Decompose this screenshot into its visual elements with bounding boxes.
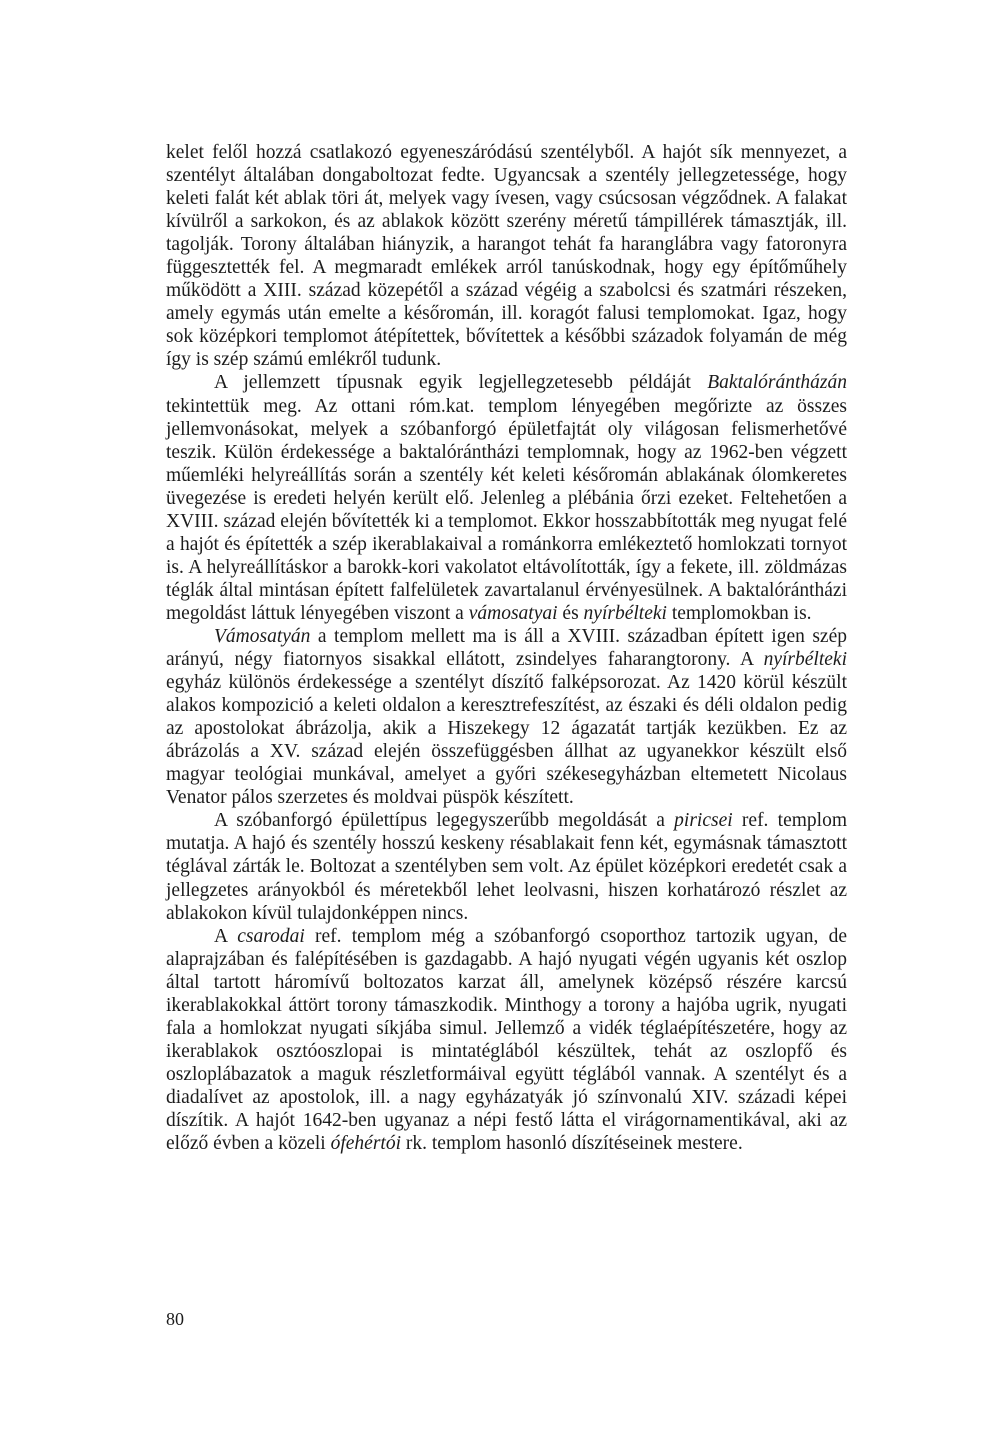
paragraph xyxy=(166,141,847,371)
text-run: és xyxy=(557,602,584,624)
italic-place-name: Baktalórántházán xyxy=(707,372,847,394)
text-run: egyház különös érdekessége a szentélyt díszítő falképsorozat. Az 1420 körül készült alakos kompozició a keleti oldalon a keresztrefeszítést, az északi és déli oldalon pedig az apostolokat ábrázolja, akik a Hiszekegy 12 ágazatát tartják kezükben. Ez az ábrázolás a XV. század elején összefüggésben állhat az ugyanekkor készült első magyar teológiai munkával, amelyet a győri székesegyházban eltemetett Nicolaus Venator pálos szerzetes és moldvai püspök készített. xyxy=(166,672,847,809)
paragraph xyxy=(166,625,847,809)
paragraph xyxy=(166,925,847,1155)
text-run: templomokban is. xyxy=(666,602,812,624)
page-body xyxy=(166,141,847,1155)
italic-place-name: Vámosatyán xyxy=(214,625,311,647)
paragraph xyxy=(166,371,847,625)
text-run: A jellemzett típusnak egyik legjellegzetesebb példáját xyxy=(214,372,708,394)
italic-place-name: nyírbélteki xyxy=(763,649,847,671)
italic-place-name: nyírbélteki xyxy=(583,602,667,624)
italic-place-name: ófehértói xyxy=(330,1133,401,1155)
italic-place-name: piricsei xyxy=(674,810,733,832)
text-run: kelet felől hozzá csatlakozó egyeneszáródású szentélyből. A hajót sík mennyezet, a szentélyt általában dongaboltozat fedte. Ugyancsak a szentély jellegzetessége, hogy keleti falát két ablak töri át, melyek vagy ívesen, vagy csúcsosan végződnek. A falakat kívülről a sarkokon, és az ablakok között szerény méretű támpillérek támasztják, ill. tagolják. Torony általában hiányzik, a harangot tehát fa haranglábra vagy fatoronyra függesztették fel. A megmaradt emlékek arról tanúskodnak, hogy egy építőműhely működött a XIII. század közepétől a század végéig a szabolcsi és szatmári részeken, amely egymás után emelte a későromán, ill. koragót falusi templomokat. Igaz, hogy sok középkori templomot átépítettek, bővítettek a későbbi századok folyamán de még így is szép számú emlékről tudunk. xyxy=(166,142,847,371)
text-run: a templom mellett ma is áll a XVIII. században épített igen szép arányú, négy fiatornyos sisakkal ellátott, zsindelyes faharangtorony. A xyxy=(166,625,847,671)
text-run: ref. templom még a szóbanforgó csoporthoz tartozik ugyan, de alaprajzában és falépítésében is gazdagabb. A hajó nyugati végén ugyanis két oszlop által tartott háromívű boltozatos karzat áll, amelynek középső részére karcsú ikerablakokkal áttört torony támaszkodik. Minthogy a torony a hajóba ugrik, nyugati fala a homlokzat nyugati síkjába simul. Jellemző a vidék téglaépítészetére, hogy az ikerablakok osztóoszlopai is mintatéglából készültek, tehát az oszlopfő és oszloplábazatok a maguk részletformáival együtt téglából vannak. A szentélyt és a diadalívet az apostolok, ill. a nagy egyházatyák jó színvonalú XIV. századi képei díszítik. A hajót 1642-ben ugyanaz a népi festő látta el virágornamentikával, aki az előző évben a közeli xyxy=(166,925,847,1155)
italic-place-name: vámosatyai xyxy=(468,602,558,624)
page-number: 80 xyxy=(166,1309,184,1329)
text-run: rk. templom hasonló díszítéseinek mestere. xyxy=(401,1133,743,1155)
text-run: ref. templom mutatja. A hajó és szentély hosszú keskeny résablakait fenn két, egymásnak támasztott téglával zárták le. Boltozat a szentélyben sem volt. Az épület középkori eredetét csak a jellegzetes arányokból és méretekből lehet leolvasni, hiszen korhatározó részlet az ablakokon kívül tulajdonképpen nincs. xyxy=(166,810,848,924)
paragraph xyxy=(166,809,847,924)
text-run: A szóbanforgó épülettípus legegyszerűbb megoldását a xyxy=(214,810,675,832)
text-run: A xyxy=(214,925,238,947)
text-run: tekintettük meg. Az ottani róm.kat. templom lényegében megőrizte az összes jellemvonásokat, melyek a szóbanforgó épületfajtát oly világosan felismerhetővé teszik. Külön érdekessége a baktalórántházi templomnak, hogy az 1962-ben végzett műemléki helyreállítás során a szentély két keleti későromán ablakának ólomkeretes üvegezése is eredeti helyén került elő. Jelenleg a plébánia őrzi ezeket. Feltehetően a XVIII. század elején bővítették ki a templomot. Ekkor hosszabbították meg nyugat felé a hajót és építették a szép ikerablakaival a románkorra emlékeztető homlokzati tornyot is. A helyreállításkor a barokk-kori vakolatot eltávolították, így a fekete, ill. zöldmázas téglák által mintásan épített falfelületek zavartalanul érvényesülnek. A baktalórántházi megoldást láttuk lényegében viszont a xyxy=(166,395,847,624)
italic-place-name: csarodai xyxy=(237,925,305,947)
